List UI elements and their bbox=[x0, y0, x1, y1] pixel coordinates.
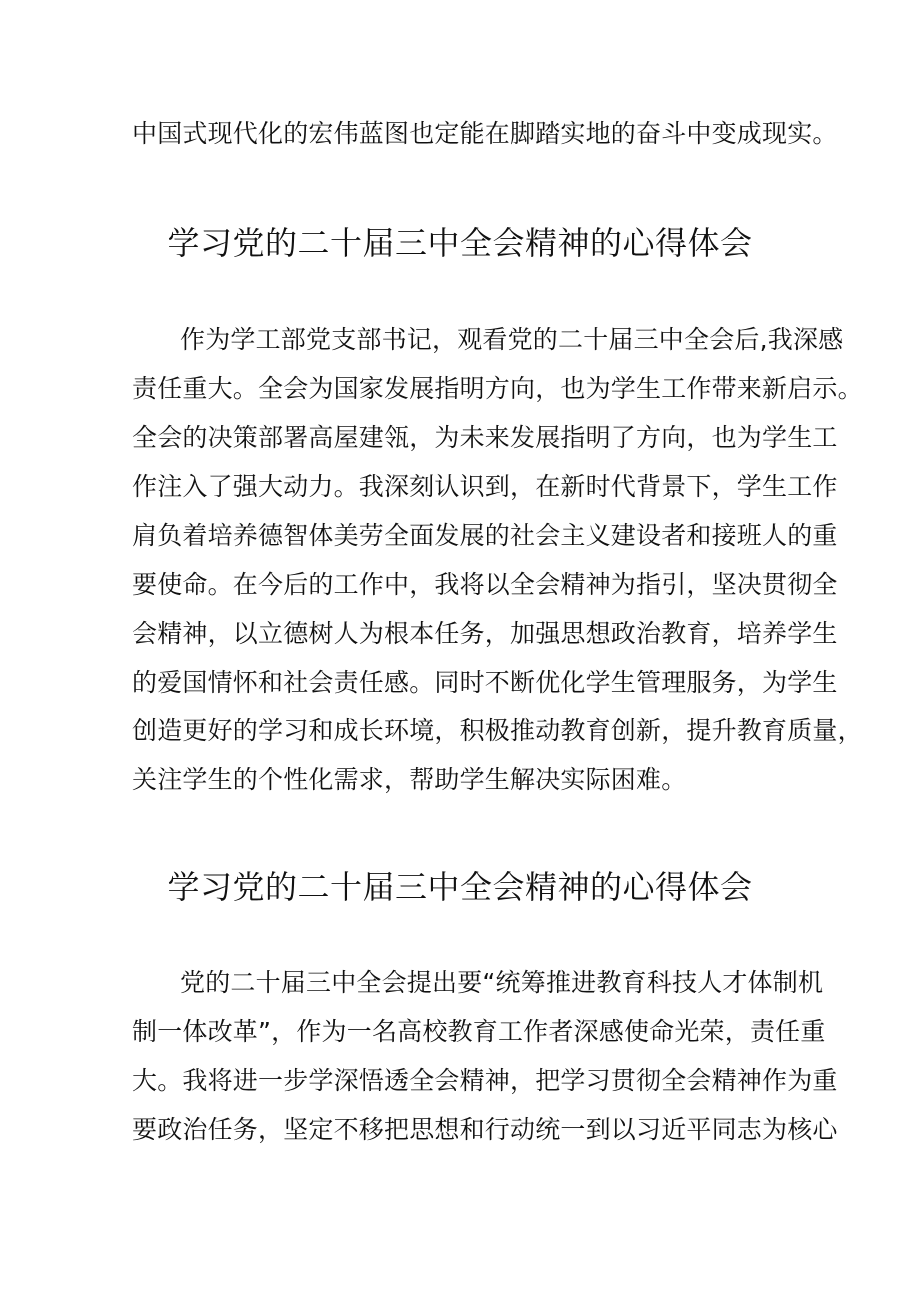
section-1-line: 肩负着培养德智体美劳全面发展的社会主义建设者和接班人的重 bbox=[132, 521, 838, 550]
section-1-line: 创造更好的学习和成长环境，积极推动教育创新，提升教育质量， bbox=[132, 716, 863, 745]
section-2-line: 要政治任务，坚定不移把思想和行动统一到以习近平同志为核心 bbox=[132, 1115, 838, 1144]
section-1-line: 关注学生的个性化需求，帮助学生解决实际困难。 bbox=[132, 765, 687, 794]
section-2-line: 制一体改革”，作为一名高校教育工作者深感使命光荣，责任重 bbox=[132, 1017, 826, 1046]
section-1-heading: 学习党的二十届三中全会精神的心得体会 bbox=[167, 224, 753, 262]
section-1-line: 全会的决策部署高屋建瓴，为未来发展指明了方向，也为学生工 bbox=[132, 423, 838, 452]
carryover-line: 中国式现代化的宏伟蓝图也定能在脚踏实地的奋斗中变成现实。 bbox=[132, 119, 838, 148]
section-1-line: 作注入了强大动力。我深刻认识到，在新时代背景下，学生工作 bbox=[132, 472, 838, 501]
section-1-line: 责任重大。全会为国家发展指明方向，也为学生工作带来新启示。 bbox=[132, 374, 863, 403]
section-1-line: 作为学工部党支部书记，观看党的二十届三中全会后,我深感 bbox=[180, 325, 844, 354]
section-1-line: 要使命。在今后的工作中，我将以全会精神为指引，坚决贯彻全 bbox=[132, 570, 838, 599]
section-1-line: 会精神，以立德树人为根本任务，加强思想政治教育，培养学生 bbox=[132, 619, 838, 648]
section-2-heading: 学习党的二十届三中全会精神的心得体会 bbox=[167, 868, 753, 906]
section-1-line: 的爱国情怀和社会责任感。同时不断优化学生管理服务，为学生 bbox=[132, 668, 838, 697]
section-2-line: 大。我将进一步学深悟透全会精神，把学习贯彻全会精神作为重 bbox=[132, 1066, 838, 1095]
section-2-line: 党的二十届三中全会提出要“统筹推进教育科技人才体制机 bbox=[180, 968, 824, 997]
